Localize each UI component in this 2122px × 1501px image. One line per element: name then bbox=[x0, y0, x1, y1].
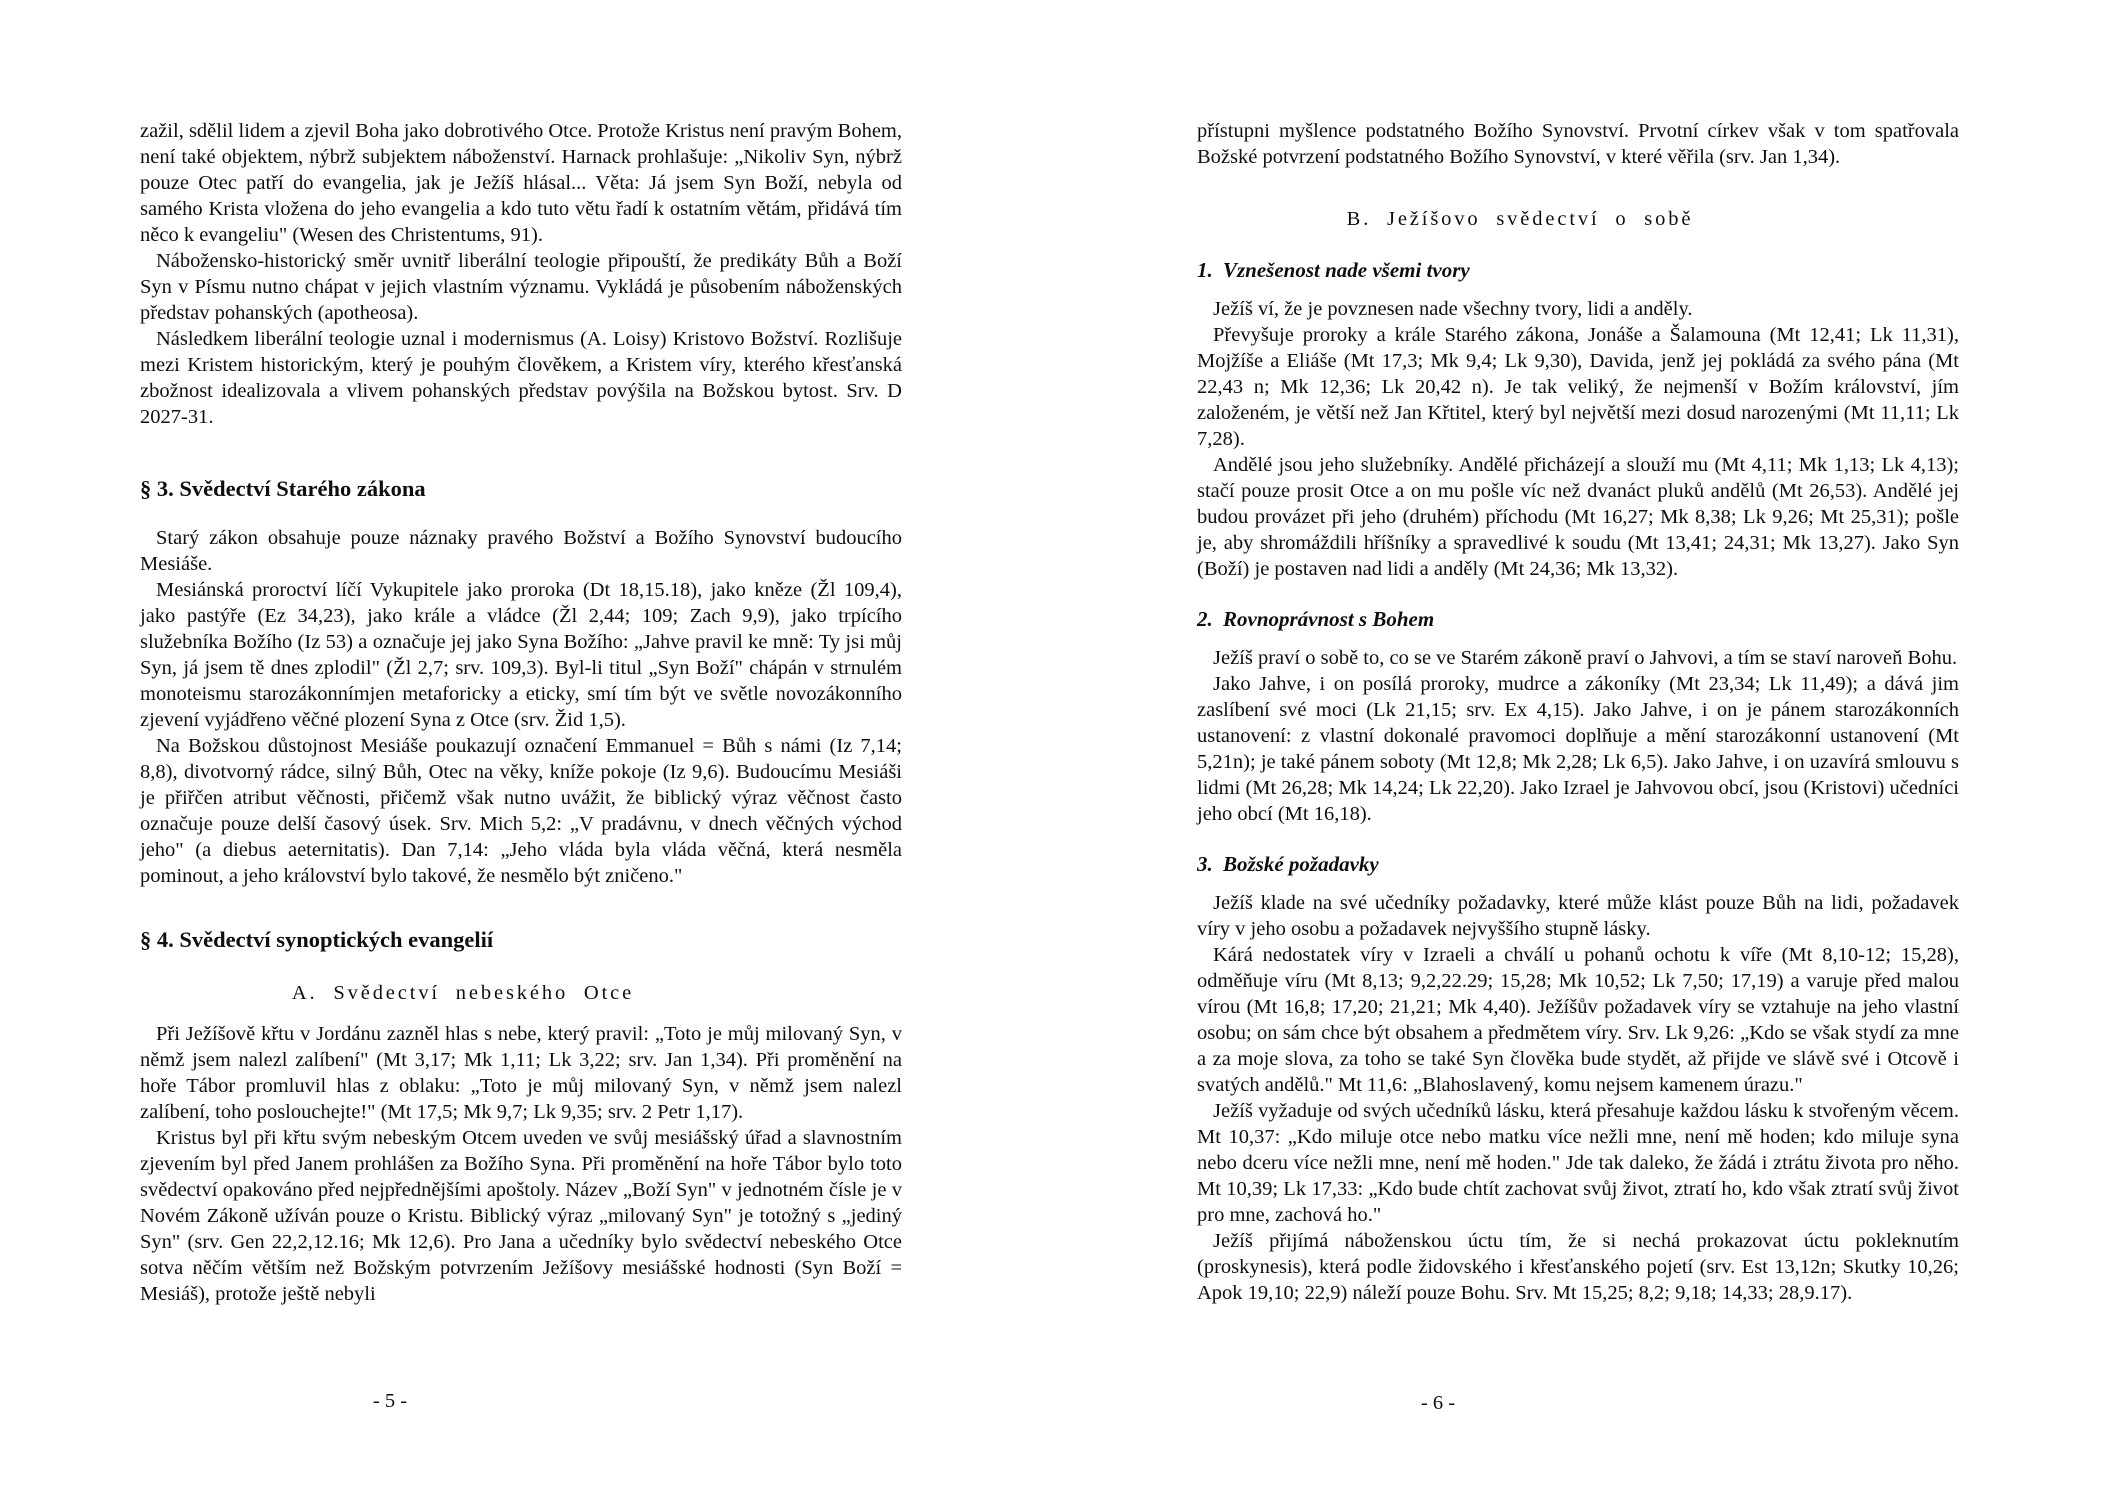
paragraph: Jako Jahve, i on posílá proroky, mudrce a zákoníky (Mt 23,34; Lk 11,49); a dává jim zaslíbení své moci (Lk 21,15; srv. Ex 4,15). Jako Jahve, i on je pánem starozákonních ustanovení: z vlastní dokonalé pravomoci doplňuje a mění starozákonní ustanovení (Mt 5,21n); je také pánem soboty (Mt 12,8; Mk 2,28; Lk 6,5). Jako Jahve, i on uzavírá smlouvu s lidmi (Mt 26,28; Mk 14,24; Lk 22,20). Jako Izrael je Jahvovou obcí, jsou (Kristovi) učedníci jeho obcí (Mt 16,18). bbox=[1197, 673, 1959, 825]
numbered-heading-1 bbox=[1197, 257, 1959, 284]
paragraph: Následkem liberální teologie uznal i modernismus (A. Loisy) Kristovo Božství. Rozlišuje mezi Kristem historickým, který je pouhým člověkem, a Kristem víry, kterého křesťanská zbožnost idealizovala a vlivem pohanských představ povýšila na Božskou bytost. Srv. D 2027-31. bbox=[140, 328, 902, 428]
heading-number: 3. bbox=[1197, 852, 1213, 876]
heading-title: Božské požadavky bbox=[1223, 852, 1379, 876]
subsection-heading-b: B. Ježíšovo svědectví o sobě bbox=[1346, 208, 1694, 230]
heading-number: 2. bbox=[1197, 607, 1213, 631]
page-number-left: - 5 - bbox=[372, 1390, 408, 1412]
paragraph: Při Ježíšově křtu v Jordánu zazněl hlas s nebe, který pravil: „Toto je můj milovaný Syn, v němž jsem nalezl zalíbení" (Mt 3,17; Mk 1,11; Lk 3,22; srv. Jan 1,34). Při proměnění na hoře Tábor promluvil hlas z oblaku: „Toto je můj milovaný Syn, v němž jsem nalezl zalíbení, toho poslouchejte!" (Mt 17,5; Mk 9,7; Lk 9,35; srv. 2 Petr 1,17). bbox=[140, 1023, 902, 1123]
paragraph: Na Božskou důstojnost Mesiáše poukazují označení Emmanuel = Bůh s námi (Iz 7,14; 8,8), divotvorný rádce, silný Bůh, Otec na věky, kníže pokoje (Iz 9,6). Budoucímu Mesiáši je přiřčen atribut věčnosti, přičemž však nutno uvážit, že biblický výraz věčnost často označuje pouze delší časový úsek. Srv. Mich 5,2: „V pradávnu, v dnech věčných východ jeho" (a diebus aeternitatis). Dan 7,14: „Jeho vláda byla vláda věčná, která nesměla pominout, a jeho království bylo takové, že nesmělo být zničeno." bbox=[140, 735, 902, 887]
paragraph: přístupni myšlence podstatného Božího Synovství. Prvotní církev však v tom spatřovala Božské potvrzení podstatného Božího Synovství, v které věřila (srv. Jan 1,34). bbox=[1197, 120, 1959, 168]
page-number-right: - 6 - bbox=[1420, 1392, 1456, 1414]
paragraph: Ježíš klade na své učedníky požadavky, které může klást pouze Bůh na lidi, požadavek víry v jeho osobu a požadavek nejvyššího stupně lásky. bbox=[1197, 892, 1959, 940]
subsection-heading-a: A. Svědectví nebeského Otce bbox=[291, 982, 635, 1004]
paragraph: zažil, sdělil lidem a zjevil Boha jako dobrotivého Otce. Protože Kristus není pravým Bohem, není také objektem, nýbrž subjektem náboženství. Harnack prohlašuje: „Nikoliv Syn, nýbrž pouze Otec patří do evangelia, jak je Ježíš hlásal... Věta: Já jsem Syn Boží, nebyla od samého Krista vložena do jeho evangelia a kdo tuto větu řadí k ostatním větám, přidává tím něco k evangeliu" (Wesen des Christentums, 91). bbox=[140, 120, 902, 246]
page-left bbox=[140, 118, 902, 1307]
paragraph: Ježíš praví o sobě to, co se ve Starém zákoně praví o Jahvovi, a tím se staví naroveň Bohu. bbox=[1213, 647, 1958, 669]
paragraph: Převyšuje proroky a krále Starého zákona, Jonáše a Šalamouna (Mt 12,41; Lk 11,31), Mojžíše a Eliáše (Mt 17,3; Mk 9,4; Lk 9,30), Davida, jenž jej pokládá za svého pána (Mt 22,43 n; Mk 12,36; Lk 20,42 n). Je tak veliký, že nejmenší v Božím království, jím založeném, je větší než Jan Křtitel, který byl největší mezi dosud narozenými (Mt 11,11; Lk 7,28). bbox=[1197, 324, 1959, 450]
numbered-heading-3 bbox=[1197, 851, 1959, 878]
heading-title: Vznešenost nade všemi tvory bbox=[1223, 258, 1470, 282]
numbered-heading-2 bbox=[1197, 606, 1959, 633]
paragraph: Nábožensko-historický směr uvnitř liberální teologie připouští, že predikáty Bůh a Boží Syn v Písmu nutno chápat v jejich vlastním významu. Vykládá je působením náboženských představ pohanských (apotheosa). bbox=[140, 250, 902, 324]
section-heading-4: § 4. Svědectví synoptických evangelií bbox=[140, 927, 494, 952]
heading-title: Rovnoprávnost s Bohem bbox=[1223, 607, 1435, 631]
page-right bbox=[1197, 118, 1959, 1306]
paragraph: Ježíš přijímá náboženskou úctu tím, že si nechá prokazovat úctu pokleknutím (proskynesis), která podle židovského i křesťanského pojetí (srv. Est 13,12n; Skutky 10,26; Apok 19,10; 22,9) náleží pouze Bohu. Srv. Mt 15,25; 8,2; 9,18; 14,33; 28,9.17). bbox=[1197, 1230, 1959, 1304]
paragraph: Kárá nedostatek víry v Izraeli a chválí u pohanů ochotu k víře (Mt 8,10-12; 15,28), odměňuje víru (Mt 8,13; 9,2,22.29; 15,28; Mk 10,52; Lk 7,50; 17,19) a varuje před malou vírou (Mt 16,8; 17,20; 21,21; Mk 4,40). Ježíšův požadavek víry se vztahuje na jeho vlastní osobu; on sám chce být obsahem a předmětem víry. Srv. Lk 9,26: „Kdo se však stydí za mne a za moje slova, za toho se také Syn člověka bude stydět, až přijde ve slávě své i Otcově i svatých andělů." Mt 11,6: „Blahoslavený, komu nejsem kamenem úrazu." bbox=[1197, 944, 1959, 1096]
paragraph: Andělé jsou jeho služebníky. Andělé přicházejí a slouží mu (Mt 4,11; Mk 1,13; Lk 4,13); stačí pouze prosit Otce a on mu pošle víc než dvanáct pluků andělů (Mt 26,53). Andělé jej budou provázet při jeho (druhém) příchodu (Mt 16,27; Mk 8,38; Lk 9,26; Mt 25,31); pošle je, aby shromáždili hříšníky a spravedlivé k soudu (Mt 13,41; 24,31; Mk 13,27). Jako Syn (Boží) je postaven nad lidi a anděly (Mt 24,36; Mk 13,32). bbox=[1197, 454, 1959, 580]
paragraph: Starý zákon obsahuje pouze náznaky pravého Božství a Božího Synovství budoucího Mesiáše. bbox=[140, 527, 902, 575]
paragraph: Ježíš ví, že je povznesen nade všechny tvory, lidi a anděly. bbox=[1213, 298, 1693, 320]
paragraph: Mesiánská proroctví líčí Vykupitele jako proroka (Dt 18,15.18), jako kněze (Žl 109,4), jako pastýře (Ez 34,23), jako krále a vládce (Žl 2,44; 109; Zach 9,9), jako trpícího služebníka Božího (Iz 53) a označuje jej jako Syna Božího: „Jahve pravil ke mně: Ty jsi můj Syn, já jsem tě dnes zplodil" (Žl 2,7; srv. 109,3). Byl-li titul „Syn Boží" chápán v strnulém monoteismu starozákonnímjen metaforicky a eticky, smí tím být ve světle novozákonního zjevení vyjádřeno věčné plození Syna z Otce (srv. Žid 1,5). bbox=[140, 579, 902, 731]
section-heading-3: § 3. Svědectví Starého zákona bbox=[140, 476, 426, 501]
paragraph: Kristus byl při křtu svým nebeským Otcem uveden ve svůj mesiášský úřad a slavnostním zjevením byl před Janem prohlášen za Božího Syna. Při proměnění na hoře Tábor bylo toto svědectví opakováno před nejpřednějšími apoštoly. Název „Boží Syn" v jednotném čísle je v Novém Zákoně užíván pouze o Kristu. Biblický výraz „milovaný Syn" je totožný s „jediný Syn" (srv. Gen 22,2,12.16; Mk 12,6). Pro Jana a učedníky bylo svědectví nebeského Otce sotva něčím větším než Božským potvrzením Ježíšovy mesiášské hodnosti (Syn Boží = Mesiáš), protože ještě nebyli bbox=[140, 1127, 902, 1305]
paragraph: Ježíš vyžaduje od svých učedníků lásku, která přesahuje každou lásku k stvořeným věcem. Mt 10,37: „Kdo miluje otce nebo matku více nežli mne, není mě hoden; kdo miluje syna nebo dceru více nežli mne, není mě hoden." Jde tak daleko, že žádá i ztrátu života pro něho. Mt 10,39; Lk 17,33: „Kdo bude chtít zachovat svůj život, ztratí ho, kdo však ztratí svůj život pro mne, zachová ho." bbox=[1197, 1100, 1959, 1226]
heading-number: 1. bbox=[1197, 258, 1213, 282]
